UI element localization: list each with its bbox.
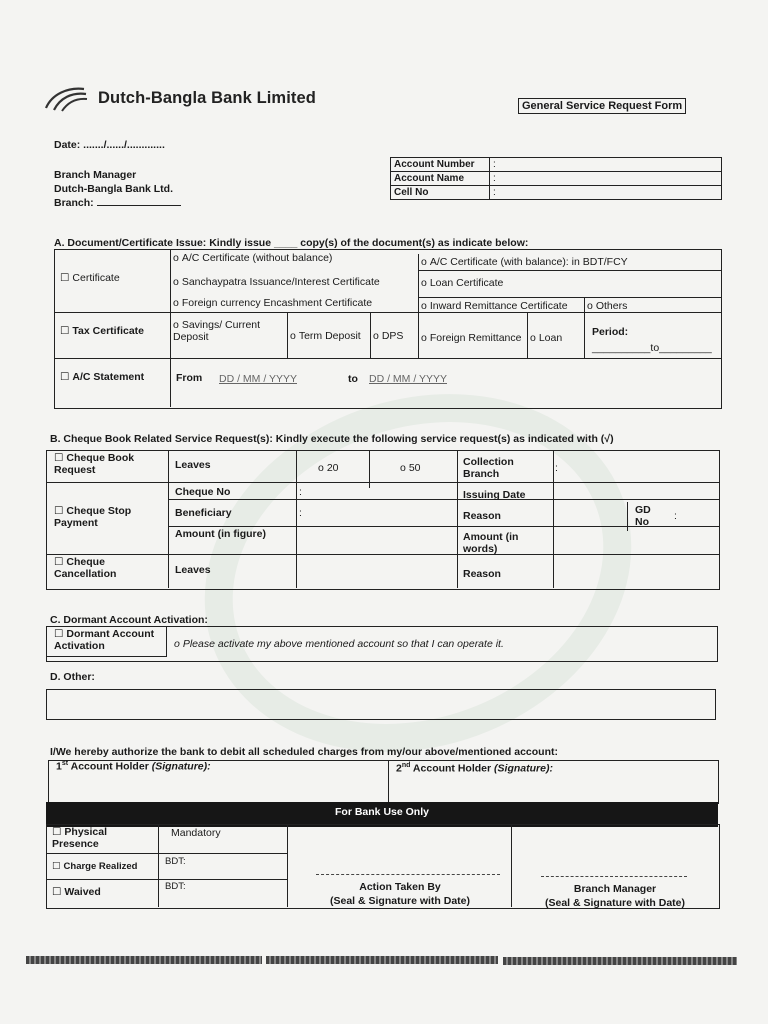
date-field[interactable]: Date: ......./....../............. bbox=[54, 139, 165, 151]
tax-certificate-checkbox[interactable]: ☐ Tax Certificate bbox=[60, 325, 144, 337]
period-range-input[interactable]: __________to_________ bbox=[592, 342, 712, 354]
physical-presence-checkbox[interactable]: ☐ Physical Presence bbox=[52, 826, 152, 850]
bank-logo-icon bbox=[44, 86, 88, 112]
savings-current-option[interactable]: o Savings/ Current Deposit bbox=[173, 319, 283, 343]
gd-no-input[interactable]: : bbox=[674, 510, 677, 522]
account-name-label: Account Name bbox=[391, 172, 490, 186]
inward-remittance-option[interactable]: o Inward Remittance Certificate bbox=[421, 300, 568, 312]
loan-certificate-option[interactable]: o Loan Certificate bbox=[421, 277, 503, 289]
waived-checkbox[interactable]: ☐ Waived bbox=[52, 886, 101, 898]
collection-branch-input[interactable]: : bbox=[555, 462, 558, 474]
second-holder-signature-label[interactable]: 2nd Account Holder (Signature): bbox=[396, 762, 553, 775]
footer-bar bbox=[26, 956, 262, 964]
charge-realized-bdt-input[interactable]: BDT: bbox=[165, 856, 186, 867]
addressee-line: Branch Manager bbox=[54, 169, 137, 181]
action-taken-by-block[interactable]: Action Taken By (Seal & Signature with Date) bbox=[329, 881, 471, 907]
cell-no-label: Cell No bbox=[391, 186, 490, 200]
beneficiary-input[interactable]: : bbox=[299, 507, 302, 519]
reason-label: Reason bbox=[463, 510, 501, 522]
footer-bar bbox=[503, 957, 737, 965]
collection-branch-label: Collection Branch bbox=[463, 456, 514, 480]
account-number-input[interactable]: : bbox=[490, 158, 722, 172]
amount-words-label: Amount (in words) bbox=[463, 531, 519, 555]
other-input[interactable] bbox=[46, 689, 716, 720]
amount-figure-input[interactable] bbox=[299, 532, 454, 550]
ac-cert-without-balance-option[interactable]: o A/C Certificate (without balance) bbox=[173, 252, 332, 264]
loan-option[interactable]: o Loan bbox=[530, 332, 562, 344]
mandatory-text: Mandatory bbox=[171, 827, 221, 839]
amount-figure-label: Amount (in figure) bbox=[175, 528, 266, 540]
amount-words-input[interactable] bbox=[556, 532, 716, 550]
footer-bar bbox=[266, 956, 498, 964]
branch-manager-signature-block[interactable]: Branch Manager (Seal & Signature with Date) bbox=[544, 883, 686, 909]
account-number-label: Account Number bbox=[391, 158, 490, 172]
section-d-title: D. Other: bbox=[50, 671, 95, 683]
to-label: to bbox=[348, 373, 358, 385]
foreign-remittance-option[interactable]: o Foreign Remittance bbox=[421, 332, 521, 344]
section-c-title: C. Dormant Account Activation: bbox=[50, 614, 208, 626]
cell-no-input[interactable]: : bbox=[490, 186, 722, 200]
cancellation-reason-input[interactable] bbox=[556, 560, 716, 582]
leaves-label: Leaves bbox=[175, 459, 211, 471]
from-label: From bbox=[176, 372, 203, 384]
dormant-activation-checkbox[interactable]: ☐ Dormant Account Activation bbox=[54, 628, 164, 652]
foreign-currency-option[interactable]: o Foreign currency Encashment Certificate bbox=[173, 297, 372, 309]
branch-line[interactable]: Branch: bbox=[54, 196, 181, 210]
cheque-book-request-checkbox[interactable]: ☐ Cheque Book Request bbox=[54, 452, 164, 476]
waived-bdt-input[interactable]: BDT: bbox=[165, 881, 186, 892]
cheque-stop-payment-checkbox[interactable]: ☐ Cheque Stop Payment bbox=[54, 505, 164, 529]
gd-no-label: GD No bbox=[635, 504, 651, 528]
certificate-checkbox[interactable]: ☐ Certificate bbox=[60, 272, 120, 284]
addressee-block bbox=[54, 168, 181, 210]
reason-input[interactable] bbox=[556, 505, 626, 525]
addressee-line: Dutch-Bangla Bank Ltd. bbox=[54, 183, 174, 195]
ac-statement-checkbox[interactable]: ☐ A/C Statement bbox=[60, 371, 144, 383]
bank-use-header: For Bank Use Only bbox=[46, 802, 718, 827]
reason-label: Reason bbox=[463, 568, 501, 580]
leaves-label: Leaves bbox=[175, 564, 211, 576]
issuing-date-input[interactable] bbox=[556, 488, 716, 499]
charge-realized-checkbox[interactable]: ☐ Charge Realized bbox=[52, 861, 137, 872]
term-deposit-option[interactable]: o Term Deposit bbox=[290, 330, 361, 342]
authorization-text: I/We hereby authorize the bank to debit all scheduled charges from my/our above/mentioned account: bbox=[50, 746, 558, 758]
first-holder-signature-label[interactable]: 1st Account Holder (Signature): bbox=[56, 760, 211, 773]
to-date-input[interactable]: DD / MM / YYYY bbox=[369, 373, 447, 385]
section-b-title: B. Cheque Book Related Service Request(s): Kindly execute the following service request(s) as indicated with (√) bbox=[50, 433, 614, 445]
cheque-no-input[interactable]: : bbox=[299, 486, 302, 498]
leaves-50-option[interactable]: o 50 bbox=[400, 462, 421, 474]
sanchaypatra-option[interactable]: o Sanchaypatra Issuance/Interest Certificate bbox=[173, 276, 380, 288]
others-option[interactable]: o Others bbox=[587, 300, 627, 312]
dps-option[interactable]: o DPS bbox=[373, 330, 403, 342]
ac-cert-with-balance-option[interactable]: o A/C Certificate (with balance): in BDT/FCY bbox=[421, 256, 628, 268]
account-info-table bbox=[390, 157, 722, 200]
beneficiary-label: Beneficiary bbox=[175, 507, 232, 519]
issuing-date-label: Issuing Date bbox=[463, 489, 526, 501]
section-a-title: A. Document/Certificate Issue: Kindly issue ____ copy(s) of the document(s) as indicate below: bbox=[54, 237, 529, 249]
cheque-no-label: Cheque No bbox=[175, 486, 231, 498]
cancellation-leaves-input[interactable] bbox=[299, 560, 454, 582]
bank-name: Dutch-Bangla Bank Limited bbox=[98, 89, 316, 107]
from-date-input[interactable]: DD / MM / YYYY bbox=[219, 373, 297, 385]
account-name-input[interactable]: : bbox=[490, 172, 722, 186]
dormant-activation-text: o Please activate my above mentioned account so that I can operate it. bbox=[174, 638, 504, 650]
cheque-cancellation-checkbox[interactable]: ☐ Cheque Cancellation bbox=[54, 556, 164, 580]
period-label: Period: bbox=[592, 326, 629, 338]
leaves-20-option[interactable]: o 20 bbox=[318, 462, 339, 474]
form-title: General Service Request Form bbox=[518, 98, 686, 114]
